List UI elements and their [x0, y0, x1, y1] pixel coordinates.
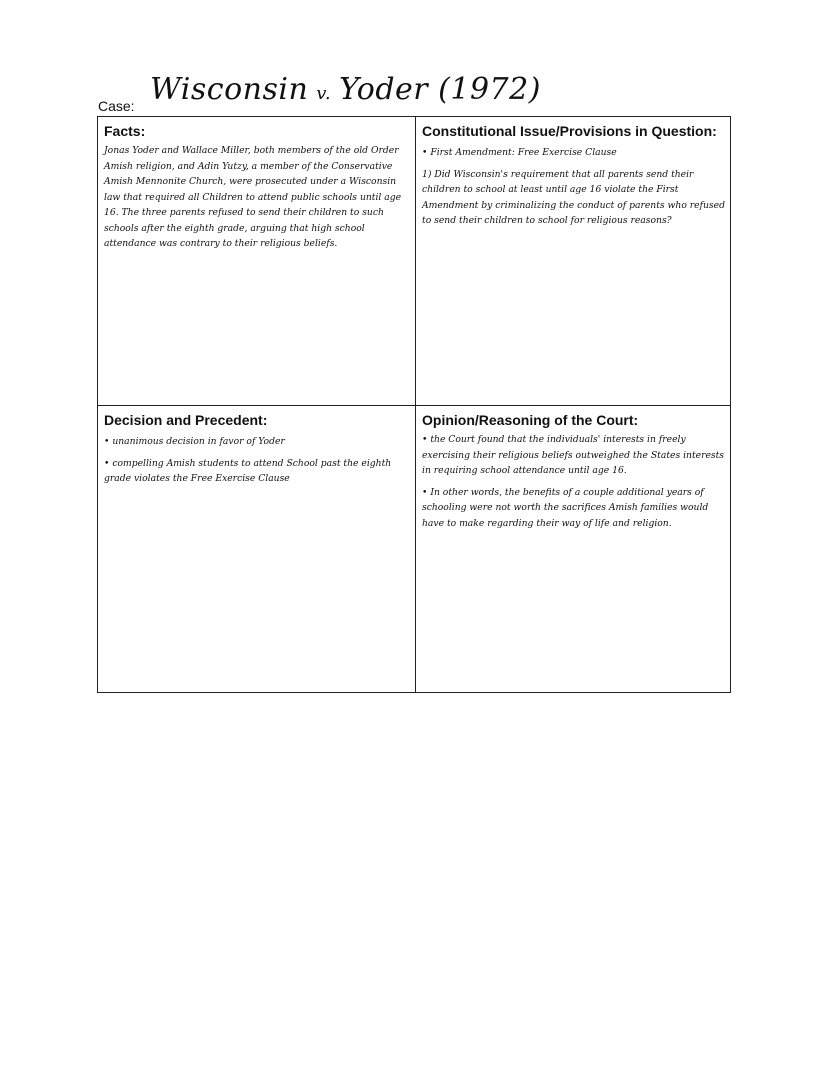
case-versus: v. — [316, 83, 332, 104]
decision-text — [104, 434, 409, 487]
facts-cell — [98, 117, 415, 405]
facts-heading: Facts: — [104, 123, 146, 139]
constitutional-issue-heading: Constitutional Issue/Provisions in Question: — [422, 123, 717, 139]
decision-bullet-1: • unanimous decision in favor of Yoder — [104, 436, 285, 447]
opinion-text — [422, 432, 726, 531]
decision-bullet-2: • compelling Amish students to attend School past the eighth grade violates the Free Exercise Clause — [104, 457, 392, 484]
decision-heading: Decision and Precedent: — [104, 412, 268, 428]
opinion-heading: Opinion/Reasoning of the Court: — [422, 412, 639, 428]
facts-text — [104, 143, 409, 252]
opinion-bullet-2: • In other words, the benefits of a couple additional years of schooling were not worth the sacrifices Amish families would have to make regarding their way of life and religion. — [422, 486, 709, 529]
case-party-2: Yoder (1972) — [339, 72, 541, 107]
case-brief-table — [97, 116, 731, 693]
case-title — [150, 72, 541, 107]
constitutional-issue-text — [422, 145, 726, 229]
constitutional-issue-question: 1) Did Wisconsin's requirement that all parents send their children to school at least until age 16 violate the First Amendment by criminalizing the conduct of parents who refused to send their children to school for religious reasons? — [422, 168, 725, 226]
constitutional-issue-bullet: • First Amendment: Free Exercise Clause — [422, 147, 617, 158]
case-label: Case: — [98, 98, 135, 114]
opinion-bullet-1: • the Court found that the individuals' interests in freely exercising their religious beliefs outweighed the States interests in requiring school attendance until age 16. — [422, 434, 725, 476]
facts-paragraph: Jonas Yoder and Wallace Miller, both members of the old Order Amish religion, and Adin Yutzy, a member of the Conservative Amish Mennonite Church, were prosecuted under a Wisconsin law that required all Children to attend public schools until age 16. The three parents refused to send their children to such schools after the eighth grade, arguing that high school attendance was contrary to their religious beliefs. — [104, 145, 402, 249]
constitutional-issue-cell — [416, 117, 732, 405]
opinion-cell — [416, 406, 732, 694]
decision-cell — [98, 406, 415, 694]
case-party-1: Wisconsin — [150, 72, 309, 107]
